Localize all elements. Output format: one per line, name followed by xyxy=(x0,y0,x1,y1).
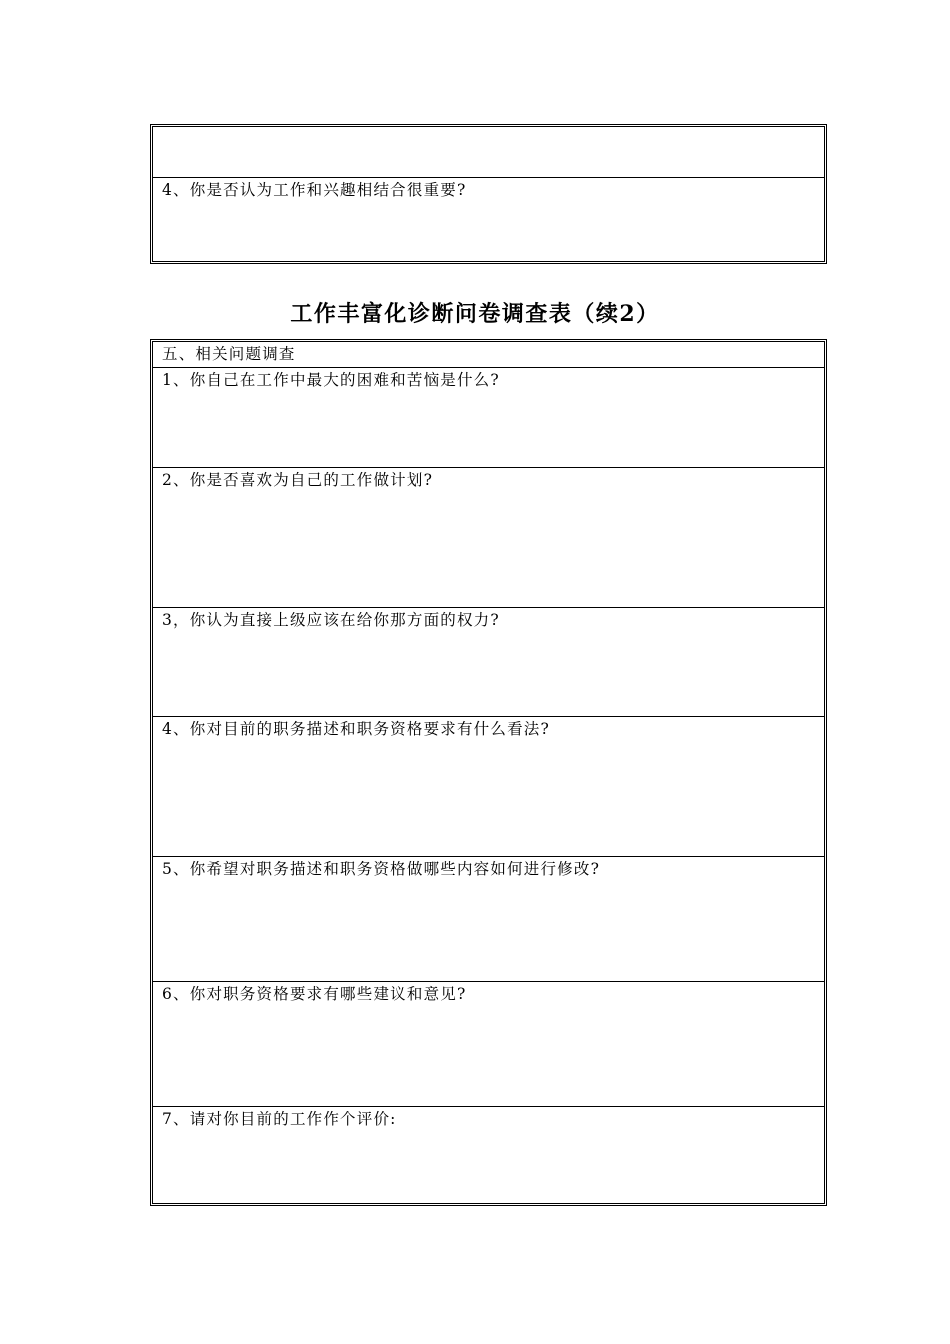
section-header-label: 五、相关问题调查 xyxy=(162,345,296,363)
question-row-2[interactable] xyxy=(153,467,824,607)
question-label: 6、你对职务资格要求有哪些建议和意见? xyxy=(162,985,467,1003)
question-label: 4、你是否认为工作和兴趣相结合很重要? xyxy=(162,181,467,199)
questionnaire-table xyxy=(150,339,827,1206)
question-row-interest[interactable] xyxy=(153,177,824,263)
question-label: 4、你对目前的职务描述和职务资格要求有什么看法? xyxy=(162,720,550,738)
previous-questionnaire-table-body xyxy=(152,126,825,262)
question-row-3[interactable] xyxy=(153,607,824,716)
question-label: 1、你自己在工作中最大的困难和苦恼是什么? xyxy=(162,371,500,389)
question-row-5[interactable] xyxy=(153,856,824,981)
question-row-7[interactable] xyxy=(153,1106,824,1205)
question-label: 2、你是否喜欢为自己的工作做计划? xyxy=(162,471,434,489)
questionnaire-table-body xyxy=(152,341,825,1204)
section-header-row xyxy=(153,342,824,367)
question-row-6[interactable] xyxy=(153,981,824,1106)
previous-questionnaire-table xyxy=(150,124,827,264)
page-title: 工作丰富化诊断问卷调查表（续2） xyxy=(290,301,660,327)
blank-answer-row[interactable] xyxy=(153,127,824,177)
question-label: 5、你希望对职务描述和职务资格做哪些内容如何进行修改? xyxy=(162,860,601,878)
question-label: 7、请对你目前的工作作个评价: xyxy=(162,1110,397,1128)
question-row-1[interactable] xyxy=(153,367,824,467)
question-label: 3，你认为直接上级应该在给你那方面的权力? xyxy=(162,611,500,629)
question-row-4[interactable] xyxy=(153,716,824,856)
